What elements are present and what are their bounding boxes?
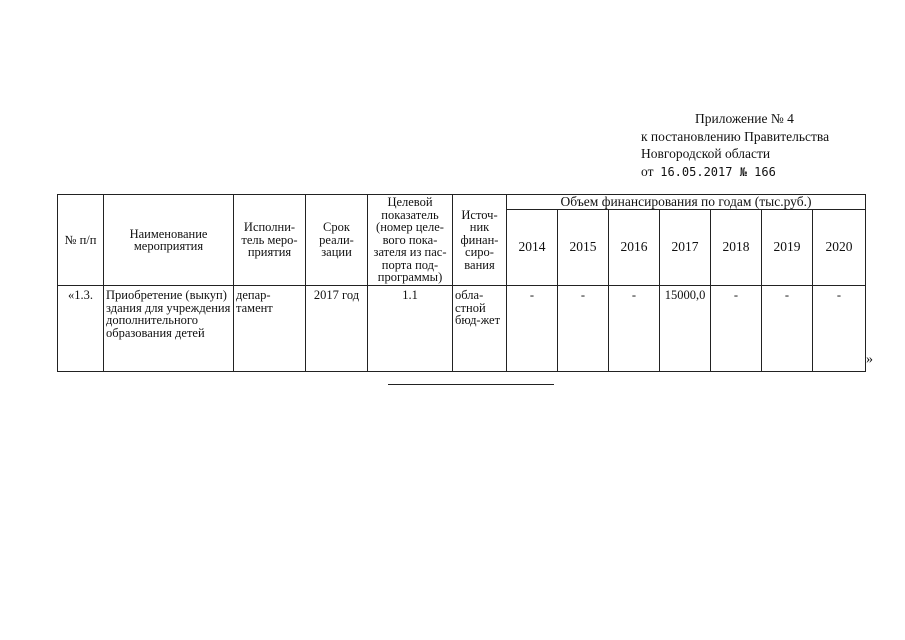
- row-num: «1.3.: [58, 286, 104, 372]
- header-term: Срок реали-зации: [306, 195, 368, 286]
- appendix-date-line: [641, 163, 776, 181]
- separator-line: [388, 384, 554, 385]
- financing-table: [57, 194, 866, 372]
- year-cell: 2016: [609, 210, 660, 286]
- row-source: обла-стной бюд-жет: [453, 286, 507, 372]
- header-row-1: [58, 195, 866, 210]
- year-cell: 2017: [660, 210, 711, 286]
- header-executor: Исполни-тель меро-приятия: [234, 195, 306, 286]
- header-financing-group: Объем финансирования по годам (тыс.руб.): [507, 195, 866, 210]
- year-cell: 2019: [762, 210, 813, 286]
- value-cell: 15000,0: [660, 286, 711, 372]
- row-term: 2017 год: [306, 286, 368, 372]
- header-target: Целевой показатель (номер целе-вого пока-зателя из пас-порта под-программы): [368, 195, 453, 286]
- value-cell: -: [813, 286, 866, 372]
- year-cell: 2015: [558, 210, 609, 286]
- value-cell: -: [762, 286, 813, 372]
- appendix-region: Новгородской области: [641, 146, 771, 161]
- value-cell: -: [507, 286, 558, 372]
- row-target: 1.1: [368, 286, 453, 372]
- value-cell: -: [558, 286, 609, 372]
- row-executor: депар-тамент: [234, 286, 306, 372]
- row-name: Приобретение (выкуп) здания для учреждения дополнительного образования детей: [104, 286, 234, 372]
- header-name: Наименование мероприятия: [104, 195, 234, 286]
- appendix-title: Приложение № 4: [695, 111, 794, 126]
- year-cell: 2020: [813, 210, 866, 286]
- date-number: 16.05.2017 № 166: [660, 165, 776, 179]
- appendix-reference: к постановлению Правительства: [641, 129, 830, 144]
- value-cell: -: [609, 286, 660, 372]
- value-cell: -: [711, 286, 762, 372]
- date-prefix: от: [641, 164, 654, 179]
- table-row: [58, 286, 866, 372]
- year-cell: 2014: [507, 210, 558, 286]
- header-num: № п/п: [58, 195, 104, 286]
- header-source: Источ-ник финан-сиро-вания: [453, 195, 507, 286]
- year-cell: 2018: [711, 210, 762, 286]
- closing-quote: »: [866, 352, 873, 367]
